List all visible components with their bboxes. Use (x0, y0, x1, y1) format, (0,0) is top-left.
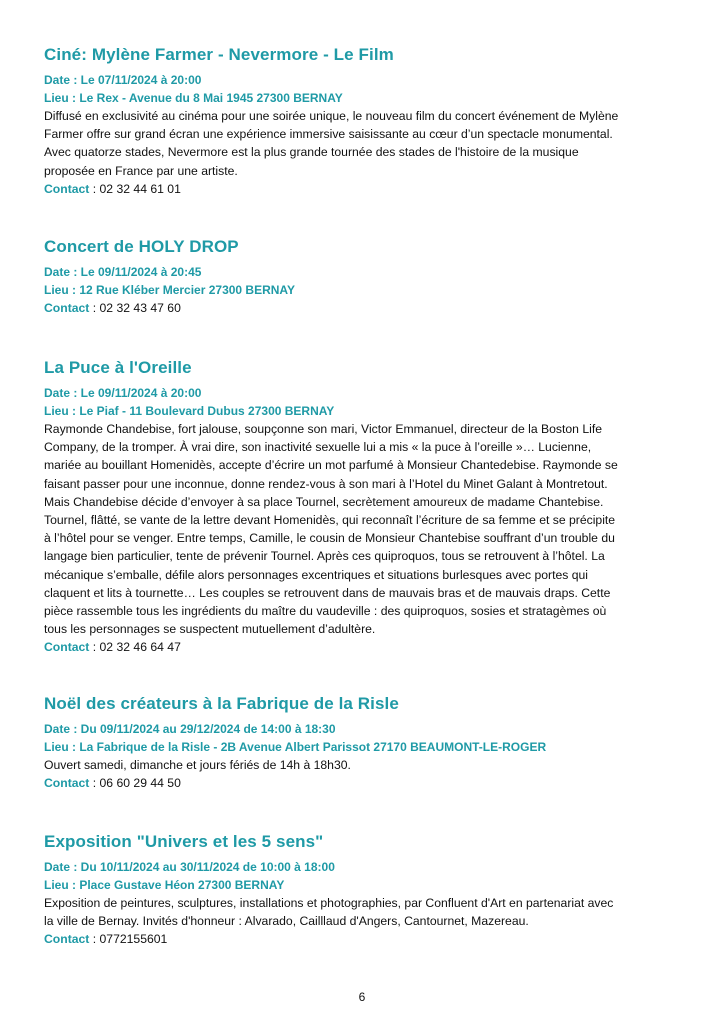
contact-label: Contact (44, 776, 90, 791)
event-entry (44, 693, 546, 792)
event-description-line: Farmer offre sur grand écran une expérience immersive saisissante au cœur d’un spectacle monumental. (44, 127, 613, 142)
event-title: La Puce à l'Oreille (44, 358, 192, 377)
event-location: Lieu : 12 Rue Kléber Mercier 27300 BERNAY (44, 283, 295, 297)
event-description-line: Company, de la tromper. À vrai dire, son inactivité sexuelle lui a mis « la puce à l’oreille »… Lucienne, (44, 440, 592, 455)
event-title: Noël des créateurs à la Fabrique de la Risle (44, 694, 399, 713)
event-contact (44, 930, 613, 948)
event-date: Date : Le 07/11/2024 à 20:00 (44, 73, 202, 87)
event-title: Exposition "Univers et les 5 sens" (44, 832, 324, 851)
event-contact (44, 638, 618, 656)
event-location: Lieu : La Fabrique de la Risle - 2B Avenue Albert Parissot 27170 BEAUMONT-LE-ROGER (44, 740, 547, 754)
event-contact (44, 774, 546, 792)
contact-phone: : 02 32 46 64 47 (89, 640, 181, 655)
contact-label: Contact (44, 640, 90, 655)
event-title: Concert de HOLY DROP (44, 237, 239, 256)
event-location: Lieu : Place Gustave Héon 27300 BERNAY (44, 878, 285, 892)
contact-label: Contact (44, 301, 90, 315)
event-description-line: claquent et lits à tournette… Les couples se retrouvent dans de mauvais bras et de mauvais draps. Cette (44, 585, 611, 600)
event-date: Date : Du 10/11/2024 au 30/11/2024 de 10:00 à 18:00 (44, 860, 335, 874)
event-contact (44, 180, 618, 198)
event-description-line: langage bien particulier, tente de prévenir Tournel. Après ces quiproquos, tous se retrouvent à l’hôtel. La (44, 549, 605, 564)
event-description-line: Exposition de peintures, sculptures, installations et photographies, par Confluent d'Art en partenariat avec (44, 896, 614, 910)
event-description-line: Raymonde Chandebise, fort jalouse, soupçonne son mari, Victor Emmanuel, directeur de la Boston Life (44, 422, 603, 436)
event-description-line: Avec quatorze stades, Nevermore est la plus grande tournée des stades de l'histoire de la musique (44, 145, 579, 160)
event-date: Date : Le 09/11/2024 à 20:45 (44, 265, 202, 279)
contact-phone: : 02 32 44 61 01 (89, 181, 181, 196)
event-description-line: à l’hôtel pour se venger. Entre temps, Camille, le cousin de Monsieur Chantebise souffrant d’un trouble du (44, 531, 615, 546)
event-description-line: faisant passer pour une inconnue, donne rendez-vous à son mari à l’Hotel du Minet Galant à Montretout. (44, 476, 608, 491)
event-description-line: mariée au bouillant Homenidès, accepte d’écrire un mot parfumé à Monsieur Chantedebise. Raymonde se (44, 458, 618, 473)
contact-phone: : 0772155601 (89, 932, 168, 947)
event-description-line: proposée en France par une artiste. (44, 163, 238, 178)
page-number: 6 (358, 990, 366, 1004)
event-date: Date : Le 09/11/2024 à 20:00 (44, 386, 202, 400)
event-description-line: Ouvert samedi, dimanche et jours fériés de 14h à 18h30. (44, 758, 351, 772)
contact-phone: : 02 32 43 47 60 (89, 301, 181, 315)
event-description-line: mécanique s’emballe, défile alors personnages excentriques et situations burlesques avec portes qui (44, 567, 589, 582)
event-description-line: Mais Chandebise décide d’envoyer à sa place Tournel, secrètement amoureux de madame Chantebise. (44, 494, 604, 509)
contact-label: Contact (44, 932, 90, 947)
event-description-line: la ville de Bernay. Invités d'honneur : Alvarado, Cailllaud d'Angers, Cantournet, Mazereau. (44, 914, 529, 929)
event-entry (44, 44, 618, 198)
event-date: Date : Du 09/11/2024 au 29/12/2024 de 14:00 à 18:30 (44, 722, 336, 736)
event-title: Ciné: Mylène Farmer - Nevermore - Le Film (44, 45, 394, 64)
event-description-line: Tournel, flâtté, se vante de la lettre devant Homenidès, qui reconnaît l’écriture de sa femme et se précipite (44, 513, 616, 528)
event-description-line: pièce rassemble tous les ingrédients du maître du vaudeville : des quiproquos, sosies et stratagèmes où (44, 604, 607, 619)
event-entry (44, 357, 618, 657)
event-entry (44, 236, 295, 317)
event-location: Lieu : Le Piaf - 11 Boulevard Dubus 27300 BERNAY (44, 404, 335, 418)
event-description-line: tous les personnages se suspectent mutuellement d’adultère. (44, 622, 376, 637)
event-entry (44, 831, 613, 949)
contact-label: Contact (44, 181, 90, 196)
event-contact (44, 299, 295, 317)
event-location: Lieu : Le Rex - Avenue du 8 Mai 1945 27300 BERNAY (44, 91, 343, 105)
contact-phone: : 06 60 29 44 50 (89, 776, 181, 791)
event-description-line: Diffusé en exclusivité au cinéma pour une soirée unique, le nouveau film du concert événement de Mylène (44, 109, 619, 123)
